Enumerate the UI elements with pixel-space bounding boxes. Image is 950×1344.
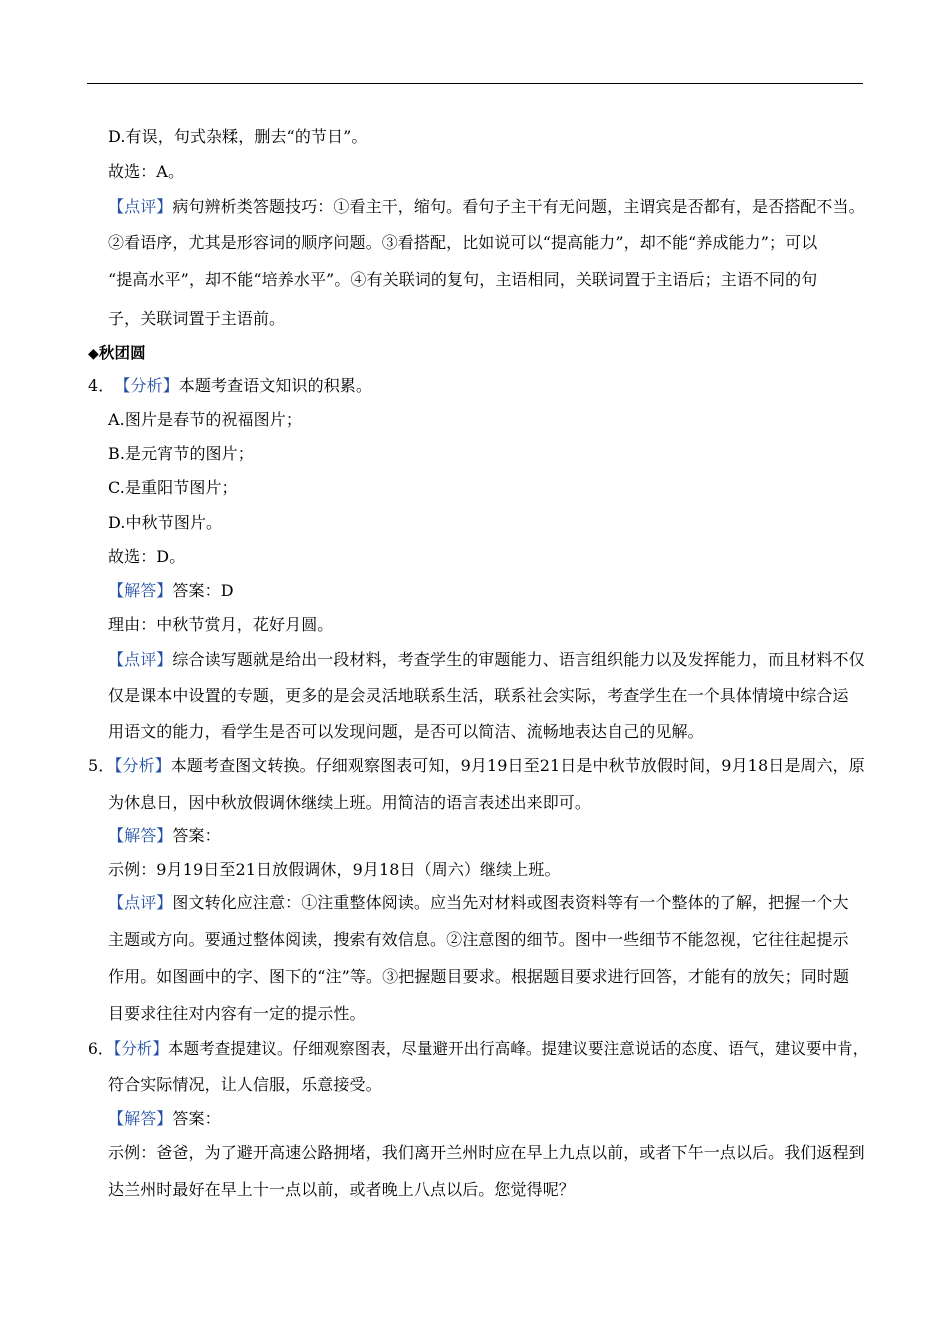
- text-line: 示例：爸爸，为了避开高速公路拥堵，我们离开兰州时应在早上九点以前，或者下午一点以后。我们返程到: [108, 1143, 865, 1162]
- text-line: 理由：中秋节赏月，花好月圆。: [108, 615, 334, 634]
- text-line: 为休息日，因中秋放假调休继续上班。用简洁的语言表述出来即可。: [108, 793, 592, 812]
- question-5-analysis: 5．【分析】本题考查图文转换。仔细观察图表可知，9月19日至21日是中秋节放假时间，9月18日是周六，原: [88, 756, 865, 775]
- analysis-tag: 【分析】: [114, 756, 171, 775]
- text-line: 作用。如图画中的字、图下的“注”等。③把握题目要求。根据题目要求进行回答，才能有的放矢；同时题: [108, 967, 850, 986]
- text-line: 仅是课本中设置的专题，更多的是会灵活地联系生活，联系社会实际，考查学生在一个具体情境中综合运: [108, 686, 849, 705]
- answer-line: 【解答】答案：: [108, 1109, 221, 1128]
- answer-tag: 【解答】: [108, 581, 173, 600]
- question-number: 4．: [88, 376, 115, 395]
- header-rule: [87, 83, 863, 84]
- section-heading: ◆秋团圆: [88, 344, 146, 362]
- analysis-tag: 【分析】: [122, 376, 179, 395]
- text-line: 目要求往往对内容有一定的提示性。: [108, 1004, 366, 1023]
- answer-tag: 【解答】: [108, 1109, 173, 1128]
- diamond-icon: ◆: [88, 346, 99, 362]
- comment-tag: 【点评】: [108, 197, 173, 216]
- text-line: 示例：9月19日至21日放假调休，9月18日（周六）继续上班。: [108, 860, 561, 879]
- text-line: C.是重阳节图片；: [108, 478, 238, 497]
- text-line: 故选：A。: [108, 162, 185, 181]
- text-line: 用语文的能力，看学生是否可以发现问题，是否可以简洁、流畅地表达自己的见解。: [108, 722, 704, 741]
- comment-line: 【点评】综合读写题就是给出一段材料，考查学生的审题能力、语言组织能力以及发挥能力，而且材料不仅: [108, 650, 865, 669]
- answer-tag: 【解答】: [108, 826, 173, 845]
- text-line: 达兰州时最好在早上十一点以前，或者晚上八点以后。您觉得呢？: [108, 1180, 575, 1199]
- question-4-analysis: 4． 【分析】本题考查语文知识的积累。: [88, 376, 372, 395]
- text-line: B.是元宵节的图片；: [108, 444, 254, 463]
- answer-line: 【解答】答案：D: [108, 581, 234, 600]
- text-line: D.有误，句式杂糅，删去“的节日”。: [108, 127, 368, 146]
- comment-tag: 【点评】: [108, 650, 173, 669]
- question-number: 5．: [88, 756, 115, 775]
- text-line: 故选：D。: [108, 547, 186, 566]
- comment-line: 【点评】图文转化应注意：①注重整体阅读。应当先对材料或图表资料等有一个整体的了解，把握一个大: [108, 893, 849, 912]
- question-number: 6．: [88, 1039, 114, 1058]
- text-line: D.中秋节图片。: [108, 513, 223, 532]
- text-line: 子，关联词置于主语前。: [108, 309, 286, 328]
- comment-tag: 【点评】: [108, 893, 173, 912]
- question-6-analysis: 6．【分析】本题考查提建议。仔细观察图表，尽量避开出行高峰。提建议要注意说话的态度、语气，建议要中肯，: [88, 1039, 869, 1058]
- analysis-tag: 【分析】: [113, 1039, 169, 1058]
- text-line: “提高水平”，却不能“培养水平”。④有关联词的复句，主语相同，关联词置于主语后；主语不同的句: [108, 270, 818, 289]
- text-line: A.图片是春节的祝福图片；: [108, 410, 302, 429]
- answer-line: 【解答】答案：: [108, 826, 221, 845]
- text-line: ②看语序，尤其是形容词的顺序问题。③看搭配，比如说可以“提高能力”，却不能“养成能力”；可以: [108, 233, 818, 252]
- text-line: 符合实际情况，让人信服，乐意接受。: [108, 1075, 382, 1094]
- text-line: 主题或方向。要通过整体阅读，搜索有效信息。②注意图的细节。图中一些细节不能忽视，它往往起提示: [108, 930, 849, 949]
- comment-line: 【点评】病句辨析类答题技巧：①看主干，缩句。看句子主干有无问题，主谓宾是否都有，是否搭配不当。: [108, 197, 865, 216]
